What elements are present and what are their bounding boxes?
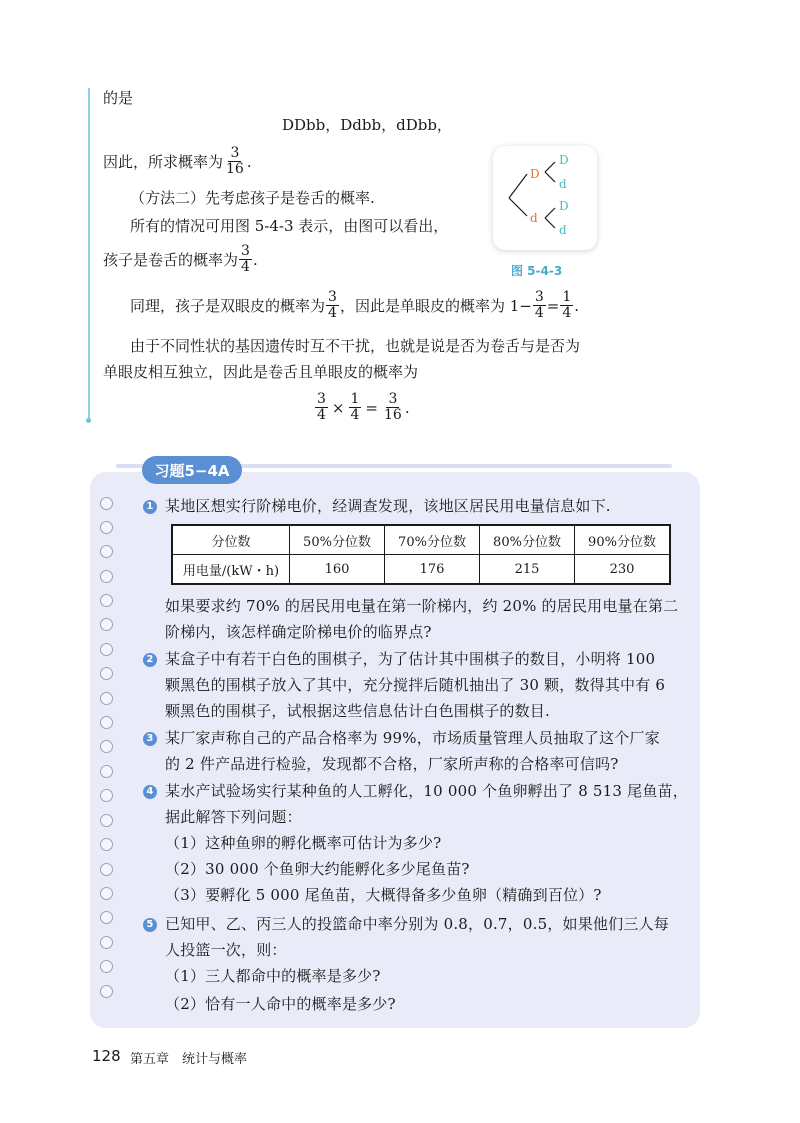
binder-ring bbox=[100, 692, 113, 705]
table-cell: 160 bbox=[290, 555, 385, 585]
question-4: 4 某水产试验场实行某种鱼的人工孵化，10 000 个鱼卵孵出了 8 513 尾鱼苗， bbox=[143, 781, 688, 801]
fraction-3-4: $\frac{3}{4}$ bbox=[534, 289, 544, 321]
binder-ring bbox=[100, 594, 113, 607]
body-line-1: 的是 bbox=[103, 89, 134, 107]
exercise-title-tab: 习题5−4A bbox=[142, 456, 242, 484]
table-cell: 用电量/(kW・h) bbox=[172, 555, 290, 585]
binder-ring bbox=[100, 985, 113, 998]
question-number-badge: 1 bbox=[143, 500, 157, 514]
leaf-3: D bbox=[559, 199, 569, 213]
table-cell: 80%分位数 bbox=[480, 525, 575, 555]
branch-root-bottom bbox=[509, 198, 527, 216]
question-2-line-2: 颗黑色的围棋子放入了其中，充分搅拌后随机抽出了 30 颗，数得其中有 6 bbox=[165, 676, 666, 694]
table-cell: 215 bbox=[480, 555, 575, 585]
question-number-badge: 4 bbox=[143, 785, 157, 799]
fraction-3-16: $\frac{3}{16}$ bbox=[226, 145, 244, 177]
question-4-line-2: 据此解答下列问题： bbox=[165, 808, 302, 826]
question-number-badge: 2 bbox=[143, 653, 157, 667]
body-line-9: 单眼皮相互独立，因此是卷舌且单眼皮的概率为 bbox=[103, 363, 419, 381]
question-1-line-3: 阶梯内，该怎样确定阶梯电价的临界点? bbox=[165, 623, 432, 641]
page-number: 128 bbox=[92, 1047, 121, 1065]
margin-accent-dot bbox=[86, 418, 91, 423]
body-line-7: 同理，孩子是双眼皮的概率为 $\frac{3}{4}$ ，因此是单眼皮的概率为 1− $\frac{3}{4}$ = $\frac{1}{4}$ . bbox=[130, 289, 580, 321]
binder-ring bbox=[100, 570, 113, 583]
fraction-3-4: $\frac{3}{4}$ bbox=[328, 289, 337, 321]
table-cell: 176 bbox=[385, 555, 480, 585]
question-5: 5 已知甲、乙、丙三人的投篮命中率分别为 0.8，0.7，0.5，如果他们三人每 bbox=[143, 914, 669, 934]
table-cell: 90%分位数 bbox=[575, 525, 671, 555]
body-line-3: 因此，所求概率为 $\frac{3}{16}$ . bbox=[103, 145, 252, 177]
binder-ring bbox=[100, 936, 113, 949]
binder-ring bbox=[100, 740, 113, 753]
chapter-title: 第五章 统计与概率 bbox=[130, 1052, 248, 1067]
genotype-list: DDbb，Ddbb，dDbb， bbox=[282, 116, 452, 134]
fraction-1-4: $\frac{1}{4}$ bbox=[350, 391, 360, 423]
binder-ring bbox=[100, 521, 113, 534]
question-1-line-2: 如果要求约 70% 的居民用电量在第一阶梯内，约 20% 的居民用电量在第二 bbox=[165, 597, 679, 615]
binder-ring bbox=[100, 765, 113, 778]
binder-ring bbox=[100, 643, 113, 656]
binder-ring bbox=[100, 838, 113, 851]
fraction-3-16: $\frac{3}{16}$ bbox=[384, 391, 402, 423]
body-line-8: 由于不同性状的基因遗传时互不干扰，也就是说是否为卷舌与是否为 bbox=[130, 337, 581, 355]
binder-ring bbox=[100, 618, 113, 631]
binder-ring bbox=[100, 814, 113, 827]
method-two-line: （方法二）先考虑孩子是卷舌的概率. bbox=[130, 189, 375, 207]
branch-bottom-down bbox=[545, 218, 555, 228]
fraction-1-4: $\frac{1}{4}$ bbox=[562, 289, 572, 321]
probability-equation: $\frac{3}{4}$ × $\frac{1}{4}$ = $\frac{3}{16}$ . bbox=[317, 391, 410, 423]
binder-ring bbox=[100, 863, 113, 876]
node-root-top: D bbox=[530, 167, 540, 181]
question-1: 1 某地区想实行阶梯电价，经调查发现，该地区居民用电量信息如下. bbox=[143, 496, 611, 516]
branch-top-up bbox=[545, 162, 555, 172]
binder-ring bbox=[100, 497, 113, 510]
binder-ring bbox=[100, 960, 113, 973]
question-5-sub-1: （1）三人都命中的概率是多少? bbox=[165, 967, 381, 985]
figure-caption: 图 5-4-3 bbox=[511, 264, 563, 278]
question-5-line-2: 人投篮一次，则： bbox=[165, 941, 287, 959]
tree-diagram bbox=[493, 146, 597, 250]
table-cell: 50%分位数 bbox=[290, 525, 385, 555]
binder-ring bbox=[100, 887, 113, 900]
question-number-badge: 3 bbox=[143, 732, 157, 746]
body-line-6: 孩子是卷舌的概率为 $\frac{3}{4}$ . bbox=[103, 243, 258, 275]
binder-ring bbox=[100, 789, 113, 802]
question-3: 3 某厂家声称自己的产品合格率为 99%，市场质量管理人员抽取了这个厂家 bbox=[143, 728, 660, 748]
body-line-5: 所有的情况可用图 5-4-3 表示，由图可以看出， bbox=[130, 217, 449, 235]
question-4-sub-1: （1）这种鱼卵的孵化概率可估计为多少? bbox=[165, 834, 442, 852]
question-4-sub-3: （3）要孵化 5 000 尾鱼苗，大概得备多少鱼卵（精确到百位）? bbox=[165, 886, 602, 904]
branch-root-top bbox=[509, 174, 527, 198]
table-cell: 分位数 bbox=[172, 525, 290, 555]
binder-ring bbox=[100, 716, 113, 729]
question-number-badge: 5 bbox=[143, 918, 157, 932]
question-4-sub-2: （2）30 000 个鱼卵大约能孵化多少尾鱼苗? bbox=[165, 860, 470, 878]
leaf-1: D bbox=[559, 153, 569, 167]
question-3-line-2: 的 2 件产品进行检验，发现都不合格，厂家所声称的合格率可信吗? bbox=[165, 755, 619, 773]
binder-ring bbox=[100, 545, 113, 558]
margin-accent-line bbox=[88, 88, 90, 418]
tree-diagram-card bbox=[493, 146, 597, 250]
fraction-3-4: $\frac{3}{4}$ bbox=[241, 243, 250, 275]
line3-text: 因此，所求概率为 bbox=[103, 152, 224, 171]
question-2: 2 某盒子中有若干白色的围棋子，为了估计其中围棋子的数目，小明将 100 bbox=[143, 649, 655, 669]
binder-ring bbox=[100, 667, 113, 680]
question-2-line-3: 颗黑色的围棋子，试根据这些信息估计白色围棋子的数目. bbox=[165, 702, 550, 720]
electricity-usage-table bbox=[171, 524, 671, 585]
table-row bbox=[172, 555, 670, 585]
table-cell: 70%分位数 bbox=[385, 525, 480, 555]
leaf-4: d bbox=[559, 223, 567, 237]
fraction-3-4: $\frac{3}{4}$ bbox=[317, 391, 326, 423]
table-cell: 230 bbox=[575, 555, 671, 585]
table-header-row bbox=[172, 525, 670, 555]
binder-ring bbox=[100, 911, 113, 924]
branch-bottom-up bbox=[545, 208, 555, 218]
branch-top-down bbox=[545, 172, 555, 182]
node-root-bottom: d bbox=[530, 211, 538, 225]
question-5-sub-2: （2）恰有一人命中的概率是多少? bbox=[165, 995, 396, 1013]
leaf-2: d bbox=[559, 177, 567, 191]
